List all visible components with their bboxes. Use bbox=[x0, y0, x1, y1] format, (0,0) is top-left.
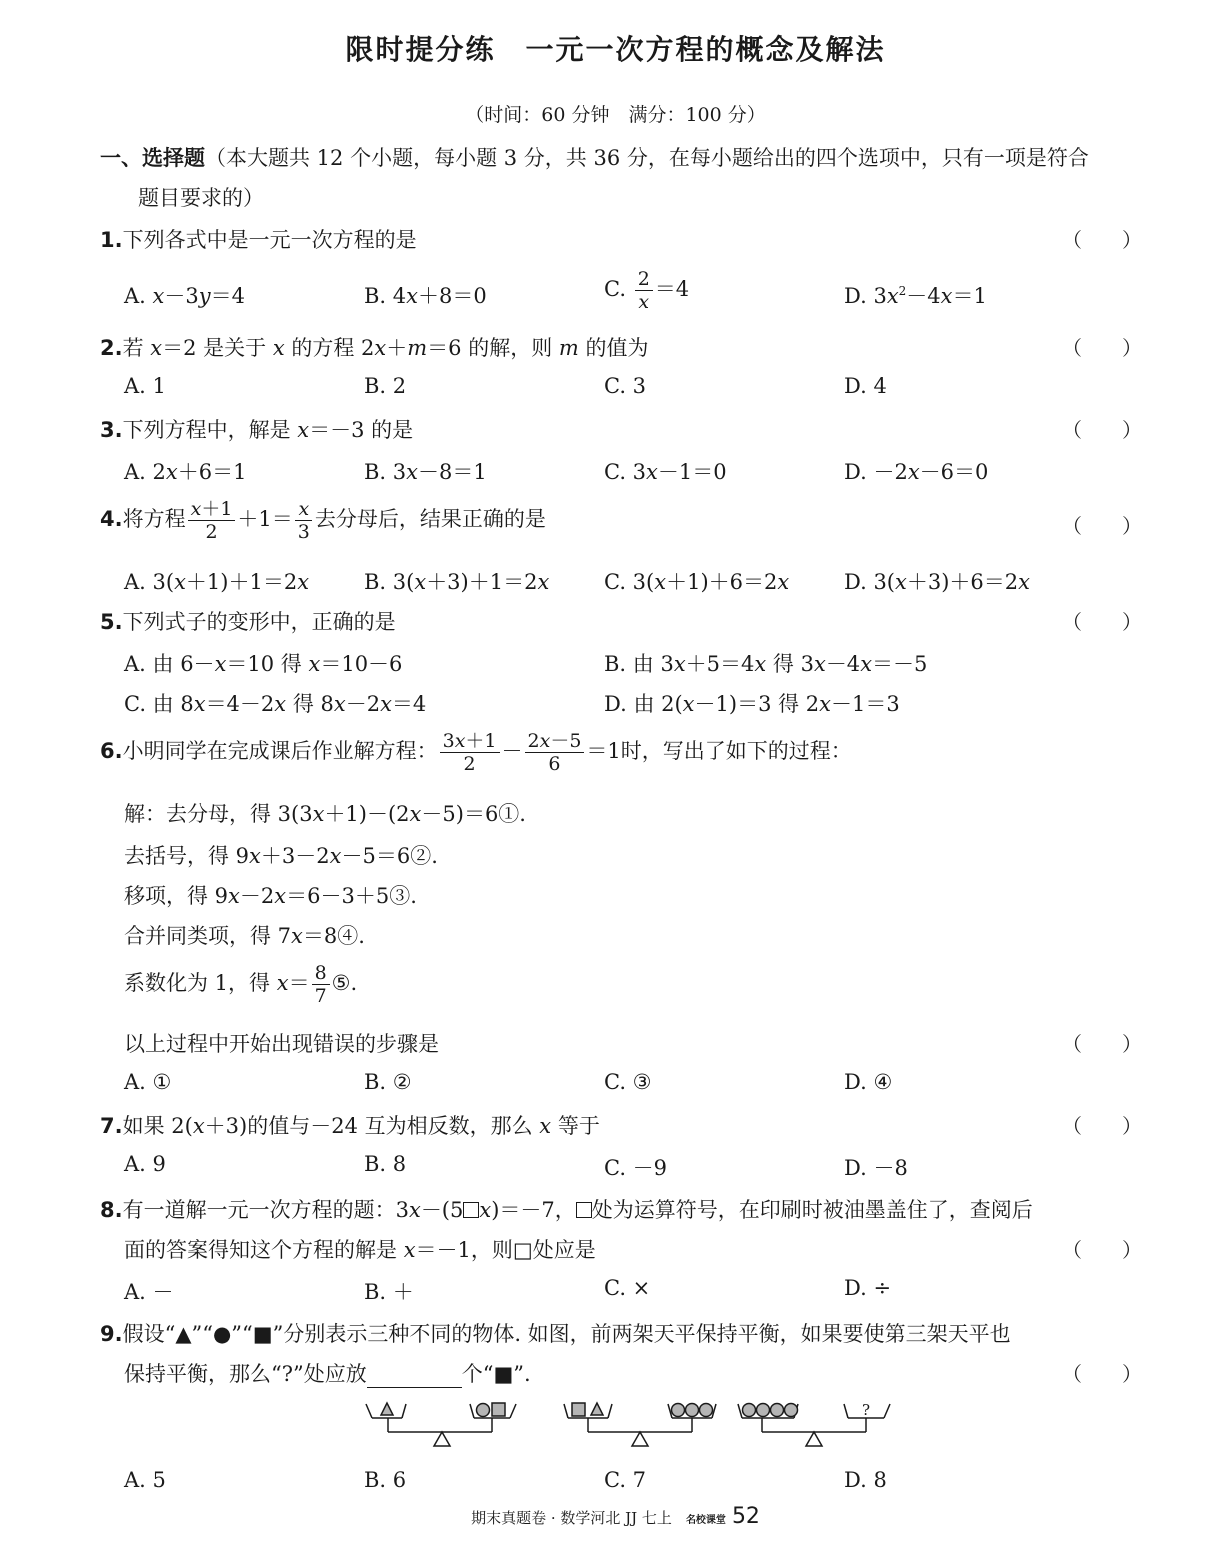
page-number: 52 bbox=[731, 1504, 760, 1529]
answer-blank[interactable] bbox=[367, 1367, 462, 1388]
section-desc-2: 题目要求的） bbox=[138, 186, 264, 210]
question-1 bbox=[100, 224, 417, 254]
option-d: D. －2x－6＝0 bbox=[844, 460, 989, 484]
square-icon bbox=[492, 1403, 505, 1416]
circle-icon bbox=[785, 1404, 798, 1417]
publisher-logo: 名校课堂 bbox=[685, 1515, 726, 1526]
option-c: C. 3 bbox=[604, 374, 647, 398]
solution-step-5: 系数化为 1，得 x＝ $\frac{8}{7}$ ⑤. bbox=[124, 962, 358, 1007]
option-a: A. － bbox=[124, 1280, 174, 1304]
option-a: A. 3(x＋1)＋1＝2x bbox=[124, 570, 310, 594]
section-title: 一、选择题 bbox=[100, 146, 205, 170]
question-stem: 下列各式中是一元一次方程的是 bbox=[122, 228, 417, 252]
question-8: 8.有一道解一元一次方程的题：3x－(5 x)＝－7， 处为运算符号，在印刷时被油墨盖住了，查阅后 bbox=[100, 1198, 1033, 1222]
question-6: 6.小明同学在完成课后作业解方程： $\frac{3x+1}{2}$ － $\frac{2x-5}{6}$ ＝1时，写出了如下的过程： bbox=[100, 730, 852, 775]
option-b: B. 4x＋8＝0 bbox=[364, 284, 487, 308]
section-desc-1: （本大题共 12 个小题，每小题 3 分，共 36 分，在每小题给出的四个选项中，只有一项是符合 bbox=[205, 146, 1089, 170]
page-footer bbox=[0, 1504, 1231, 1529]
question-8-line2: 面的答案得知这个方程的解是 x＝－1，则□处应是 bbox=[124, 1238, 596, 1262]
section-heading bbox=[100, 142, 1089, 172]
option-a: A. ① bbox=[124, 1070, 172, 1094]
exam-info: （时间：60 分钟 满分：100 分） bbox=[465, 104, 766, 126]
footer-text: 期末真题卷 · 数学河北 JJ 七上 bbox=[471, 1509, 672, 1527]
question-7: 7.如果 2(x＋3)的值与－24 互为相反数，那么 x 等于 bbox=[100, 1114, 600, 1138]
option-b: B. 8 bbox=[364, 1152, 407, 1176]
circle-icon bbox=[686, 1404, 699, 1417]
option-b: B. 3x－8＝1 bbox=[364, 460, 487, 484]
option-a: A. 由 6－x＝10 得 x＝10－6 bbox=[124, 652, 403, 676]
solution-step-3: 移项，得 9x－2x＝6－3＋5③. bbox=[124, 884, 417, 908]
question-4: 4.将方程 $\frac{x+1}{2}$ ＋1＝ $\frac{x}{3}$ 去分母后，结果正确的是 bbox=[100, 498, 546, 543]
option-c: C. ③ bbox=[604, 1070, 652, 1094]
option-d: D. 8 bbox=[844, 1468, 887, 1492]
option-b: B. ＋ bbox=[364, 1280, 414, 1304]
option-a: A. 9 bbox=[124, 1152, 166, 1176]
option-a: A. 5 bbox=[124, 1468, 166, 1492]
scale-1 bbox=[366, 1403, 516, 1446]
option-d: D. 4 bbox=[844, 374, 887, 398]
balance-scales-figure bbox=[360, 1398, 900, 1458]
option-a: A. 1 bbox=[124, 374, 166, 398]
answer-paren: （ ） bbox=[1062, 1362, 1142, 1386]
solution-step-2: 去括号，得 9x＋3－2x－5＝6②. bbox=[124, 844, 438, 868]
triangle-icon bbox=[591, 1403, 603, 1415]
answer-paren: （ ） bbox=[1062, 1114, 1142, 1138]
option-c: C. 7 bbox=[604, 1468, 647, 1492]
triangle-icon bbox=[381, 1403, 393, 1415]
option-c: C. 3x－1＝0 bbox=[604, 460, 727, 484]
option-c: C. $\frac{2}{x}$ ＝4 bbox=[604, 268, 690, 313]
option-d: D. ④ bbox=[844, 1070, 893, 1094]
circle-icon bbox=[700, 1404, 713, 1417]
option-c: C. × bbox=[604, 1276, 651, 1300]
circle-icon bbox=[771, 1404, 784, 1417]
circle-icon bbox=[477, 1404, 490, 1417]
page-title: 限时提分练 一元一次方程的概念及解法 bbox=[345, 33, 886, 66]
option-d: D. ÷ bbox=[844, 1276, 892, 1300]
question-6-ask: 以上过程中开始出现错误的步骤是 bbox=[124, 1032, 439, 1056]
question-2: 2.若 x＝2 是关于 x 的方程 2x＋m＝6 的解，则 m 的值为 bbox=[100, 336, 649, 360]
solution-step-4: 合并同类项，得 7x＝8④. bbox=[124, 924, 365, 948]
answer-paren: （ ） bbox=[1062, 228, 1142, 252]
question-5: 5.下列式子的变形中，正确的是 bbox=[100, 610, 396, 634]
option-c: C. －9 bbox=[604, 1156, 668, 1180]
question-3: 3.下列方程中，解是 x＝－3 的是 bbox=[100, 418, 414, 442]
answer-paren: （ ） bbox=[1062, 1238, 1142, 1262]
option-b: B. 由 3x＋5＝4x 得 3x－4x＝－5 bbox=[604, 652, 928, 676]
option-a: A. 2x＋6＝1 bbox=[124, 460, 247, 484]
circle-icon bbox=[672, 1404, 685, 1417]
option-d: D. 由 2(x－1)＝3 得 2x－1＝3 bbox=[604, 692, 900, 716]
option-d: D. 3(x＋3)＋6＝2x bbox=[844, 570, 1030, 594]
option-b: B. 6 bbox=[364, 1468, 407, 1492]
solution-step-1: 解：去分母，得 3(3x＋1)－(2x－5)＝6①. bbox=[124, 802, 526, 826]
answer-paren: （ ） bbox=[1062, 336, 1142, 360]
option-d: D. －8 bbox=[844, 1156, 908, 1180]
answer-paren: （ ） bbox=[1062, 514, 1142, 538]
answer-paren: （ ） bbox=[1062, 1032, 1142, 1056]
answer-paren: （ ） bbox=[1062, 418, 1142, 442]
option-b: B. 2 bbox=[364, 374, 407, 398]
answer-paren: （ ） bbox=[1062, 610, 1142, 634]
scale-2 bbox=[564, 1403, 716, 1446]
square-icon bbox=[572, 1403, 585, 1416]
option-c: C. 由 8x＝4－2x 得 8x－2x＝4 bbox=[124, 692, 427, 716]
circle-icon bbox=[757, 1404, 770, 1417]
option-c: C. 3(x＋1)＋6＝2x bbox=[604, 570, 790, 594]
option-d: D. $3x^2-4x=1$ bbox=[844, 284, 987, 308]
option-b: B. ② bbox=[364, 1070, 412, 1094]
question-number: 1. bbox=[100, 228, 123, 252]
option-b: B. 3(x＋3)＋1＝2x bbox=[364, 570, 550, 594]
circle-icon bbox=[743, 1404, 756, 1417]
question-mark-label: ? bbox=[861, 1401, 871, 1419]
question-9: 9.假设“▲”“●”“■”分别表示三种不同的物体. 如图，前两架天平保持平衡，如果要使第三架天平也 bbox=[100, 1322, 1011, 1346]
option-a: A. x－3y＝4 bbox=[124, 284, 245, 308]
question-9-line2: 保持平衡，那么“?”处应放 个“■”. bbox=[124, 1362, 531, 1386]
